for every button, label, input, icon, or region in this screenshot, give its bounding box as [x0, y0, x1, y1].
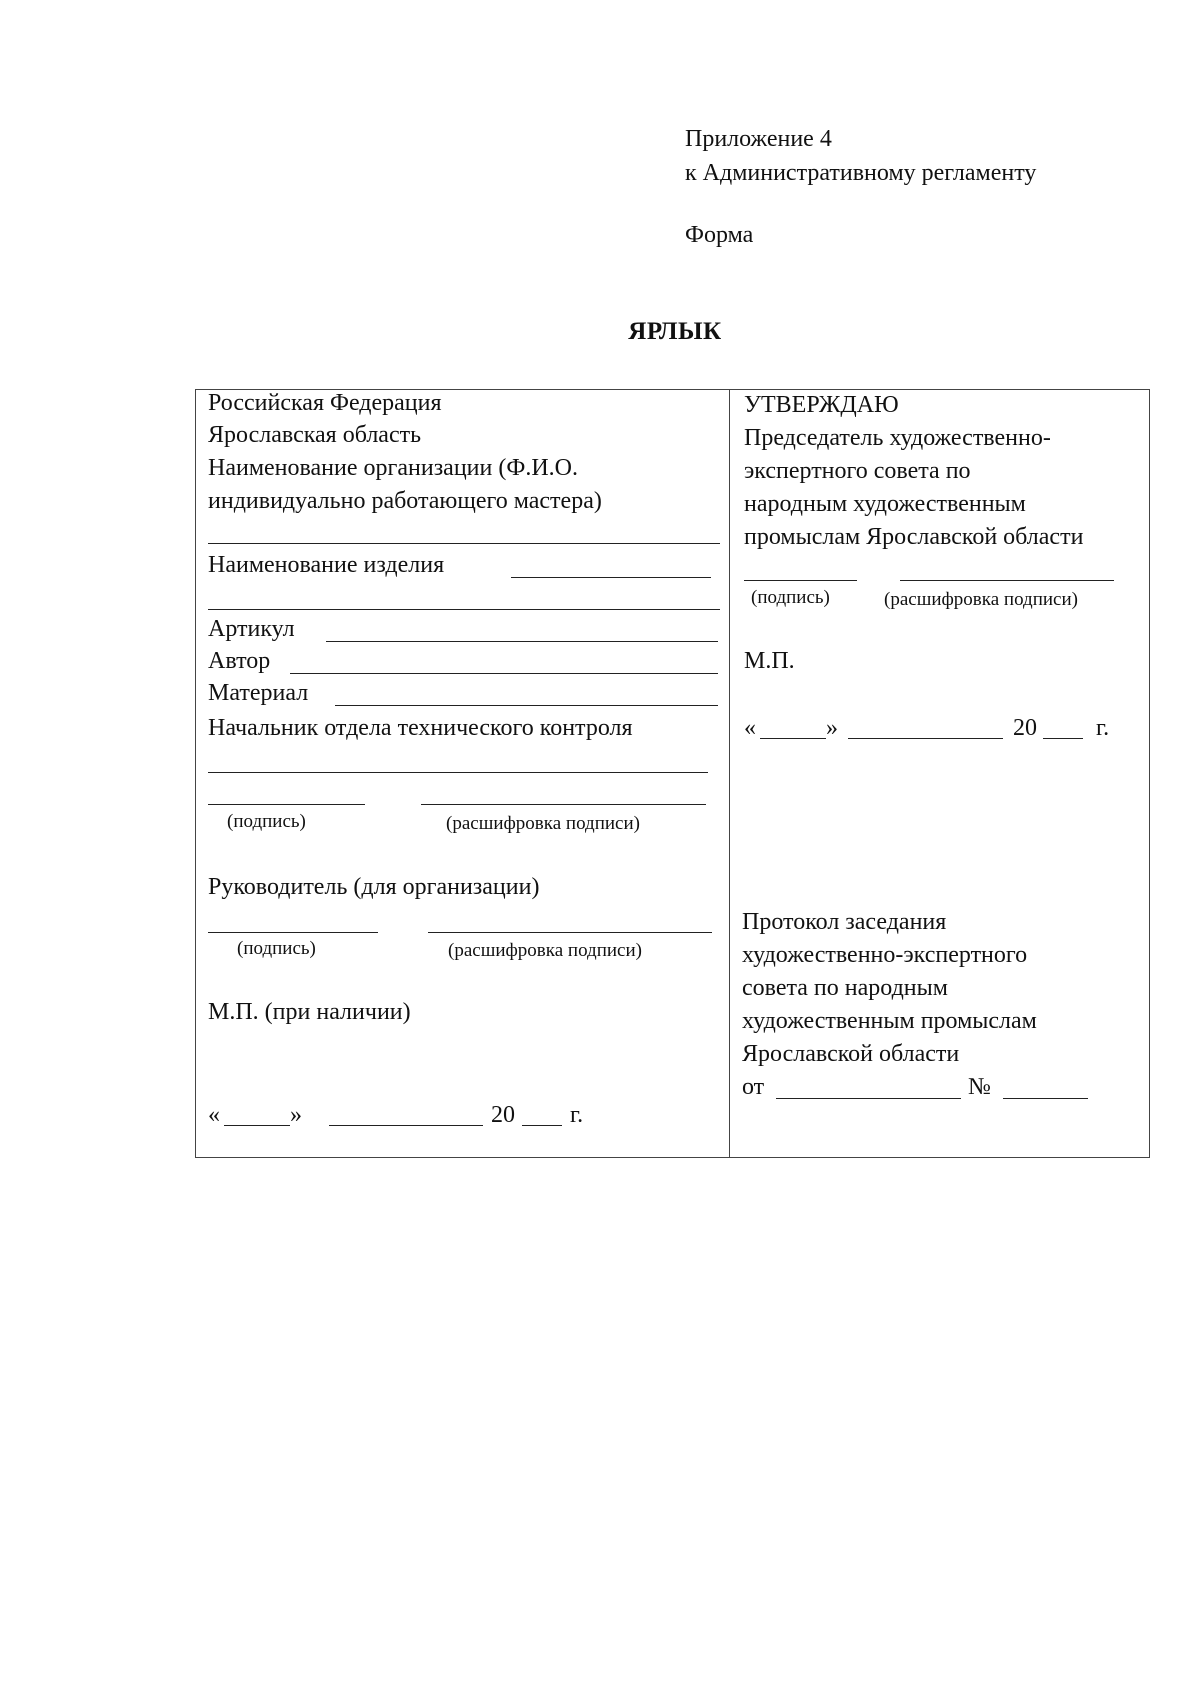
author-field[interactable]: [290, 673, 718, 674]
left-date-year-field[interactable]: [522, 1125, 562, 1126]
right-date-year-suffix: г.: [1096, 715, 1110, 741]
tech-signature-field[interactable]: [208, 804, 365, 805]
protocol-line1: Протокол заседания: [742, 909, 947, 935]
protocol-line2: художественно-экспертного: [742, 942, 1028, 968]
right-date-year-field[interactable]: [1043, 738, 1083, 739]
left-date-open-quote: «: [208, 1102, 220, 1128]
protocol-number-sign: №: [968, 1074, 991, 1100]
tech-signature-caption: (подпись): [227, 811, 306, 832]
tech-signature-decode-field[interactable]: [421, 804, 706, 805]
right-date-close-quote: »: [826, 715, 838, 741]
head-signature-decode-caption: (расшифровка подписи): [448, 940, 642, 961]
org-name-label-line2: индивидуально работающего мастера): [208, 488, 602, 514]
right-date-day-field[interactable]: [760, 738, 826, 739]
left-date-year-prefix: 20: [491, 1102, 515, 1128]
head-signature-field[interactable]: [208, 932, 378, 933]
protocol-line5: Ярославской области: [742, 1041, 960, 1067]
protocol-line4: художественным промыслам: [742, 1008, 1037, 1034]
org-name-field[interactable]: [208, 543, 720, 544]
region-text: Ярославская область: [208, 422, 422, 448]
tech-control-head-label: Начальник отдела технического контроля: [208, 715, 633, 741]
author-label: Автор: [208, 648, 271, 674]
article-label: Артикул: [208, 616, 295, 642]
head-org-label: Руководитель (для организации): [208, 874, 540, 900]
chair-signature-decode-field[interactable]: [900, 580, 1114, 581]
chair-line3: народным художественным: [744, 491, 1026, 517]
stamp-if-any-label: М.П. (при наличии): [208, 999, 411, 1025]
chair-line1: Председатель художественно-: [744, 425, 1051, 451]
head-signature-decode-field[interactable]: [428, 932, 712, 933]
chair-line2: экспертного совета по: [744, 458, 971, 484]
right-date-year-prefix: 20: [1013, 715, 1037, 741]
country-text: Российская Федерация: [208, 390, 442, 416]
right-date-month-field[interactable]: [848, 738, 1003, 739]
document-title: ЯРЛЫК: [628, 318, 722, 345]
chair-signature-caption: (подпись): [751, 587, 830, 608]
chair-stamp-label: М.П.: [744, 648, 795, 674]
material-label: Материал: [208, 680, 309, 706]
left-date-close-quote: »: [290, 1102, 302, 1128]
chair-line4: промыслам Ярославской области: [744, 524, 1084, 550]
regulation-reference: к Административному регламенту: [685, 160, 1037, 186]
chair-signature-field[interactable]: [744, 580, 857, 581]
tech-control-head-field[interactable]: [208, 772, 708, 773]
approve-heading: УТВЕРЖДАЮ: [744, 392, 899, 418]
form-label: Форма: [685, 222, 754, 248]
protocol-from-label: от: [742, 1074, 765, 1100]
appendix-label: Приложение 4: [685, 126, 832, 152]
left-date-year-suffix: г.: [570, 1102, 584, 1128]
head-signature-caption: (подпись): [237, 938, 316, 959]
org-name-label-line1: Наименование организации (Ф.И.О.: [208, 455, 578, 481]
right-date-open-quote: «: [744, 715, 756, 741]
tech-signature-decode-caption: (расшифровка подписи): [446, 813, 640, 834]
product-name-field-continued[interactable]: [208, 609, 720, 610]
protocol-number-field[interactable]: [1003, 1098, 1088, 1099]
left-date-month-field[interactable]: [329, 1125, 483, 1126]
left-date-day-field[interactable]: [224, 1125, 290, 1126]
column-divider: [729, 389, 730, 1158]
protocol-date-field[interactable]: [776, 1098, 961, 1099]
document-header: [685, 124, 1036, 250]
protocol-line3: совета по народным: [742, 975, 948, 1001]
chair-signature-decode-caption: (расшифровка подписи): [884, 589, 1078, 610]
product-name-label: Наименование изделия: [208, 552, 445, 578]
article-field[interactable]: [326, 641, 718, 642]
material-field[interactable]: [335, 705, 718, 706]
product-name-field[interactable]: [511, 577, 711, 578]
